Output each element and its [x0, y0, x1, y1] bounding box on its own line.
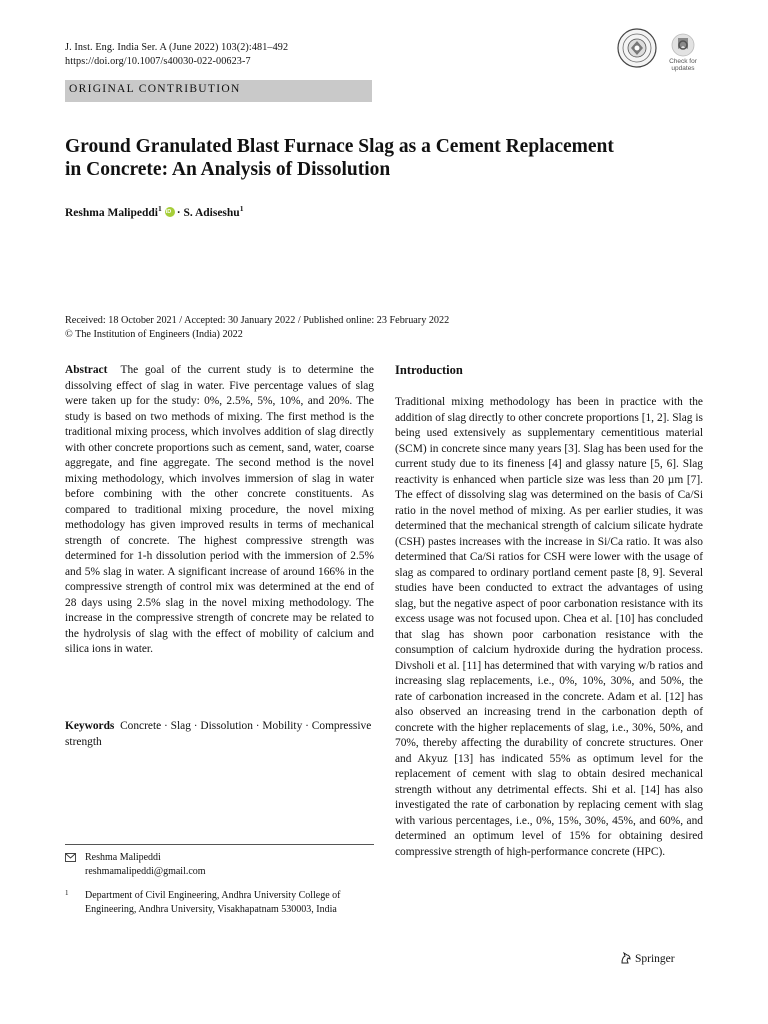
abstract-section	[65, 363, 374, 658]
author-name[interactable]: S. Adiseshu	[183, 206, 240, 219]
abstract-label: Abstract	[65, 364, 108, 376]
institution-seal-icon	[617, 28, 657, 68]
keywords-section	[65, 719, 374, 750]
author-name[interactable]: Reshma Malipeddi	[65, 206, 158, 219]
publisher-name: Springer	[635, 953, 675, 965]
author-affiliation-number: 1	[157, 204, 162, 213]
corresponding-author-name: Reshma Malipeddi	[85, 852, 161, 863]
article-type-label: ORIGINAL CONTRIBUTION	[69, 83, 241, 95]
badge-text-line1: Check for	[669, 58, 697, 65]
corresponding-author-email[interactable]: reshmamalipeddi@gmail.com	[85, 865, 206, 877]
author-affiliation-number: 1	[239, 204, 244, 213]
article-title	[65, 135, 705, 181]
introduction-heading: Introduction	[395, 363, 463, 377]
article-type-banner	[65, 80, 372, 102]
abstract-text: The goal of the current study is to determine the dissolving effect of slag in water. Five percentage values of slag were taken up for the study: 0%, 2.5%, 5%, 10%, and 20%. The study is based on two methods of mixing. The first method is the traditional mixing process, which involves addition of slag directly with other concrete proportions such as cement, sand, water, coarse aggregate, and fine aggregate. The second method is the novel mixing methodology, which involves immersion of slag in water before combining with the other concrete constituents. As compared to traditional mixing procedure, the novel mixing methodology has given improved results in terms of mechanical strength of concrete. The highest compressive strength was determined for 1-h dissolution period with the immersion of 2.5% and 5% slag in water. A significant increase of around 166% in the compressive strength of control mix was determined at the end of 28 days using 2.5% slag in the novel mixing methodology. The increase in the compressive strength of concrete may be related to the hydrolysis of slag with the effect of mobility of calcium and silica ions in water.	[65, 364, 374, 655]
affiliation-number: 1	[65, 889, 69, 897]
introduction-body: Traditional mixing methodology has been in practice with the addition of slag directly to other concrete proportions [1, 2]. Slag is being used extensively as supplementary cementitious material (SCM) in concrete since many years [3]. Slag has been used for the current study due to its fineness [4] and glassy nature [5, 6]. Slag reactivity is enhanced when particle size was less than 20 µm [7]. The effect of dissolving slag was determined on the basis of Ca/Si ratio in the novel method of mixing. As per earlier studies, it was determined that the mechanical strength of calcium silicate hydrate (CSH) pastes increases with the increase in Si/Ca ratio. It was also determined that Ca/Si ratios for CSH were lower with the usage of slag as compared to ordinary portland cement paste [8, 9]. Several studies have been conducted to extract the advantages of using slag, but the negative aspect of poor carbonation resistance with its excess usage was not focused upon. Chea et al. [10] has concluded that slag has shown poor carbonation resistance with the consumption of calcium hydroxide during the hydration process. Divsholi et al. [11] has determined that with varying w/b ratios and increasing slag replacements, i.e., 0%, 10%, 30%, and 50%, the rate of carbonation increased in the concrete. Adam et al. [12] has also observed an increasing trend in the carbonation depth of concrete with the higher replacements of slag, i.e., 30%, 50%, and 70%, thereby affecting the durability of concrete structures. Oner and Akyuz [13] has indicated 55% as optimum level for the replacement of cement with slag to obtain desired mechanical strength without any detrimental effects. Shi et al. [14] has also investigated the rate of carbonation by replacing cement with slag with various percentages, i.e., 0%, 15%, 30%, 45%, and 60%, and determined an optimum level of 15% for obtaining desired compressive strength of high-performance concrete (HPC).	[395, 396, 703, 858]
footnote-divider	[65, 844, 374, 845]
title-line-2: in Concrete: An Analysis of Dissolution	[65, 159, 391, 180]
article-history	[65, 314, 449, 342]
publisher-footer	[620, 952, 675, 965]
envelope-icon	[65, 853, 76, 862]
orcid-icon[interactable]	[165, 207, 175, 217]
badge-text-line2: updates	[671, 65, 695, 72]
corresponding-author	[85, 851, 206, 878]
copyright-line: © The Institution of Engineers (India) 2022	[65, 329, 243, 340]
publication-dates: Received: 18 October 2021 / Accepted: 30 January 2022 / Published online: 23 February 2022	[65, 315, 450, 326]
journal-citation: J. Inst. Eng. India Ser. A (June 2022) 103(2):481–492	[65, 42, 289, 53]
springer-horse-icon	[620, 952, 632, 964]
affiliation-text: Department of Civil Engineering, Andhra University College of Engineering, Andhra University, Visakhapatnam 530003, India	[85, 890, 341, 915]
author-separator: ·	[176, 206, 181, 219]
doi-link[interactable]: https://doi.org/10.1007/s40030-022-00623-7	[65, 56, 251, 67]
keywords-label: Keywords	[65, 720, 115, 732]
keywords-text: Concrete · Slag · Dissolution · Mobility · Compressive strength	[65, 720, 372, 748]
title-line-1: Ground Granulated Blast Furnace Slag as a Cement Replacement	[65, 136, 614, 157]
author-list	[65, 204, 243, 219]
check-for-updates-label	[663, 58, 703, 72]
